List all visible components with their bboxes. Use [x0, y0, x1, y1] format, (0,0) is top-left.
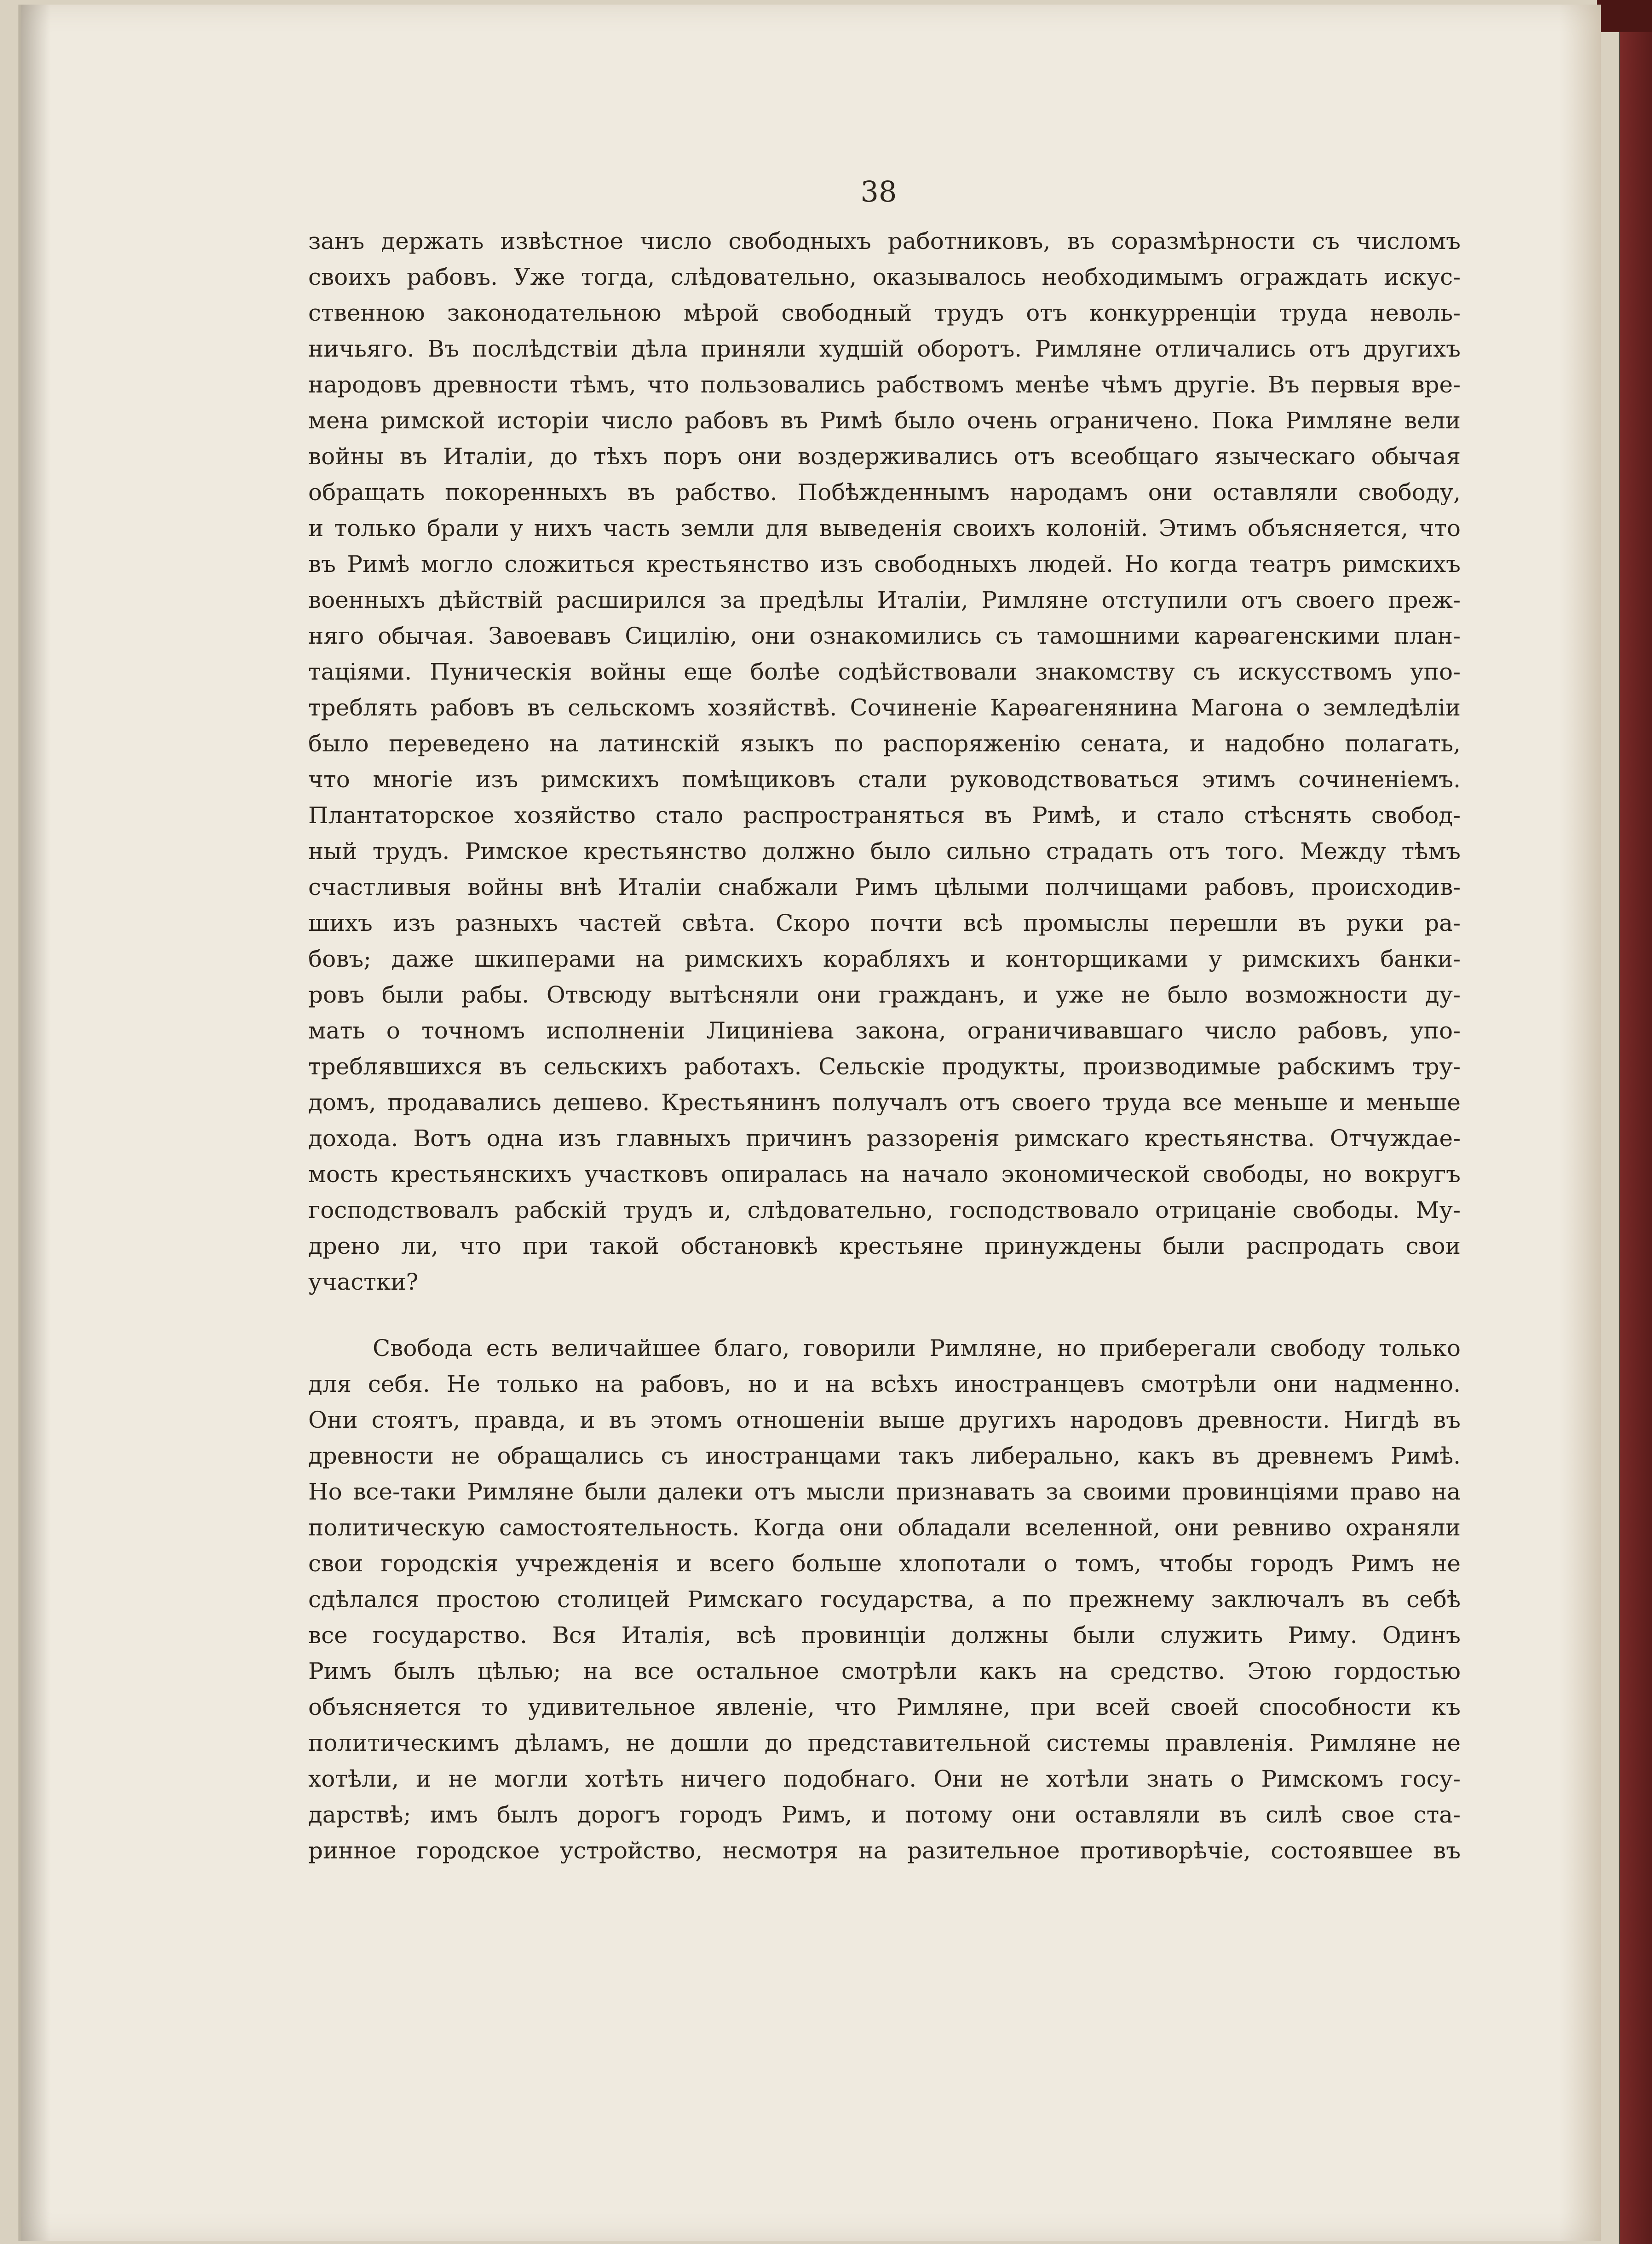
page-edge: [18, 5, 21, 2241]
binding-cover-corner: [1597, 0, 1652, 32]
text-line: было переведено на латинскій языкъ по распоряженію сената, и надобно полагать,: [308, 730, 1461, 757]
text-line: войны въ Италіи, до тѣхъ поръ они воздерживались отъ всеобщаго языческаго обычая: [308, 443, 1461, 470]
text-line: Римъ былъ цѣлью; на все остальное смотрѣли какъ на средство. Этою гордостью: [308, 1658, 1461, 1684]
text-line: народовъ древности тѣмъ, что пользовались рабствомъ менѣе чѣмъ другіе. Въ первыя вре-: [308, 371, 1461, 398]
text-line: древности не обращались съ иностранцами такъ либерально, какъ въ древнемъ Римѣ.: [308, 1442, 1461, 1469]
text-line: что многіе изъ римскихъ помѣщиковъ стали руководствоваться этимъ сочиненіемъ.: [308, 766, 1461, 793]
page-number: 38: [860, 175, 897, 208]
body-text: [308, 223, 1461, 1869]
text-line: политическую самостоятельность. Когда они обладали вселенной, они ревниво охраняли: [308, 1514, 1461, 1541]
text-line: хотѣли, и не могли хотѣть ничего подобнаго. Они не хотѣли знать о Римскомъ госу-: [308, 1765, 1461, 1792]
text-line: господствовалъ рабскій трудъ и, слѣдовательно, господствовало отрицаніе свободы. Му-: [308, 1197, 1461, 1223]
text-line: для себя. Не только на рабовъ, но и на всѣхъ иностранцевъ смотрѣли они надменно.: [308, 1371, 1461, 1397]
text-line: мость крестьянскихъ участковъ опиралась на начало экономической свободы, но вокругъ: [308, 1161, 1461, 1188]
text-line: Но все-таки Римляне были далеки отъ мысли признавать за своими провинціями право на: [308, 1478, 1461, 1505]
text-line: ринное городское устройство, несмотря на разительное противорѣчіе, состоявшее въ: [308, 1837, 1461, 1864]
text-line: ственною законодательною мѣрой свободный трудъ отъ конкурренціи труда неволь-: [308, 300, 1461, 326]
spine-shadow: [18, 5, 51, 2241]
text-line: занъ держать извѣстное число свободныхъ работниковъ, въ соразмѣрности съ числомъ: [308, 228, 1461, 254]
text-line: и только брали у нихъ часть земли для выведенія своихъ колоній. Этимъ объясняется, что: [308, 515, 1461, 542]
text-line: треблять рабовъ въ сельскомъ хозяйствѣ. Сочиненіе Карѳагенянина Магона о земледѣліи: [308, 694, 1461, 721]
text-line: бовъ; даже шкиперами на римскихъ корабляхъ и конторщиками у римскихъ банки-: [308, 946, 1461, 972]
text-line: дарствѣ; имъ былъ дорогъ городъ Римъ, и потому они оставляли въ силѣ свое ста-: [308, 1801, 1461, 1828]
text-line: объясняется то удивительное явленіе, что Римляне, при всей своей способности къ: [308, 1694, 1461, 1720]
paragraph-1: [308, 223, 1461, 1300]
text-line: въ Римѣ могло сложиться крестьянство изъ свободныхъ людей. Но когда театръ римскихъ: [308, 551, 1461, 577]
text-line: мать о точномъ исполненіи Лициніева закона, ограничивавшаго число рабовъ, упо-: [308, 1017, 1461, 1044]
paragraph-2: [308, 1330, 1461, 1869]
binding-cover-edge: [1620, 0, 1652, 2244]
text-line: ный трудъ. Римское крестьянство должно было сильно страдать отъ того. Между тѣмъ: [308, 838, 1461, 865]
text-line: Плантаторское хозяйство стало распространяться въ Римѣ, и стало стѣснять свобод-: [308, 802, 1461, 829]
text-line: своихъ рабовъ. Уже тогда, слѣдовательно, оказывалось необходимымъ ограждать искус-: [308, 264, 1461, 290]
text-line: мена римской исторіи число рабовъ въ Римѣ было очень ограничено. Пока Римляне вели: [308, 407, 1461, 434]
text-line: Свобода есть величайшее благо, говорили Римляне, но приберегали свободу только: [373, 1335, 1461, 1361]
text-line: таціями. Пуническія войны еще болѣе содѣйствовали знакомству съ искусствомъ упо-: [308, 658, 1461, 685]
text-line: шихъ изъ разныхъ частей свѣта. Скоро почти всѣ промыслы перешли въ руки ра-: [308, 910, 1461, 936]
text-line: Они стоятъ, правда, и въ этомъ отношеніи выше другихъ народовъ древности. Нигдѣ въ: [308, 1407, 1461, 1433]
text-line: счастливыя войны внѣ Италіи снабжали Римъ цѣлыми полчищами рабовъ, происходив-: [308, 874, 1461, 900]
text-line: ничьяго. Въ послѣдствіи дѣла приняли худшій оборотъ. Римляне отличались отъ другихъ: [308, 335, 1461, 362]
text-line: обращать покоренныхъ въ рабство. Побѣжденнымъ народамъ они оставляли свободу,: [308, 479, 1461, 506]
text-line: ровъ были рабы. Отвсюду вытѣсняли они гражданъ, и уже не было возможности ду-: [308, 981, 1461, 1008]
text-line: свои городскія учрежденія и всего больше хлопотали о томъ, чтобы городъ Римъ не: [308, 1550, 1461, 1577]
text-line: политическимъ дѣламъ, не дошли до представительной системы правленія. Римляне не: [308, 1730, 1461, 1756]
text-line: все государство. Вся Италія, всѣ провинціи должны были служить Риму. Одинъ: [308, 1622, 1461, 1649]
text-line: дрено ли, что при такой обстановкѣ крестьяне принуждены были распродать свои: [308, 1233, 1461, 1259]
text-line: треблявшихся въ сельскихъ работахъ. Сельскіе продукты, производимые рабскимъ тру-: [308, 1053, 1461, 1080]
paragraph-gap: [308, 1300, 1461, 1330]
text-line: няго обычая. Завоевавъ Сицилію, они ознакомились съ тамошними карѳагенскими план-: [308, 623, 1461, 649]
text-line: участки?: [308, 1269, 419, 1295]
text-line: дохода. Вотъ одна изъ главныхъ причинъ раззоренія римскаго крестьянства. Отчуждае-: [308, 1125, 1461, 1152]
text-line: военныхъ дѣйствій расширился за предѣлы Италіи, Римляне отступили отъ своего преж-: [308, 587, 1461, 613]
page-right-edge: [1560, 5, 1601, 2241]
text-line: сдѣлался простою столицей Римскаго государства, а по прежнему заключалъ въ себѣ: [308, 1586, 1461, 1613]
text-line: домъ, продавались дешево. Крестьянинъ получалъ отъ своего труда все меньше и меньше: [308, 1089, 1461, 1116]
